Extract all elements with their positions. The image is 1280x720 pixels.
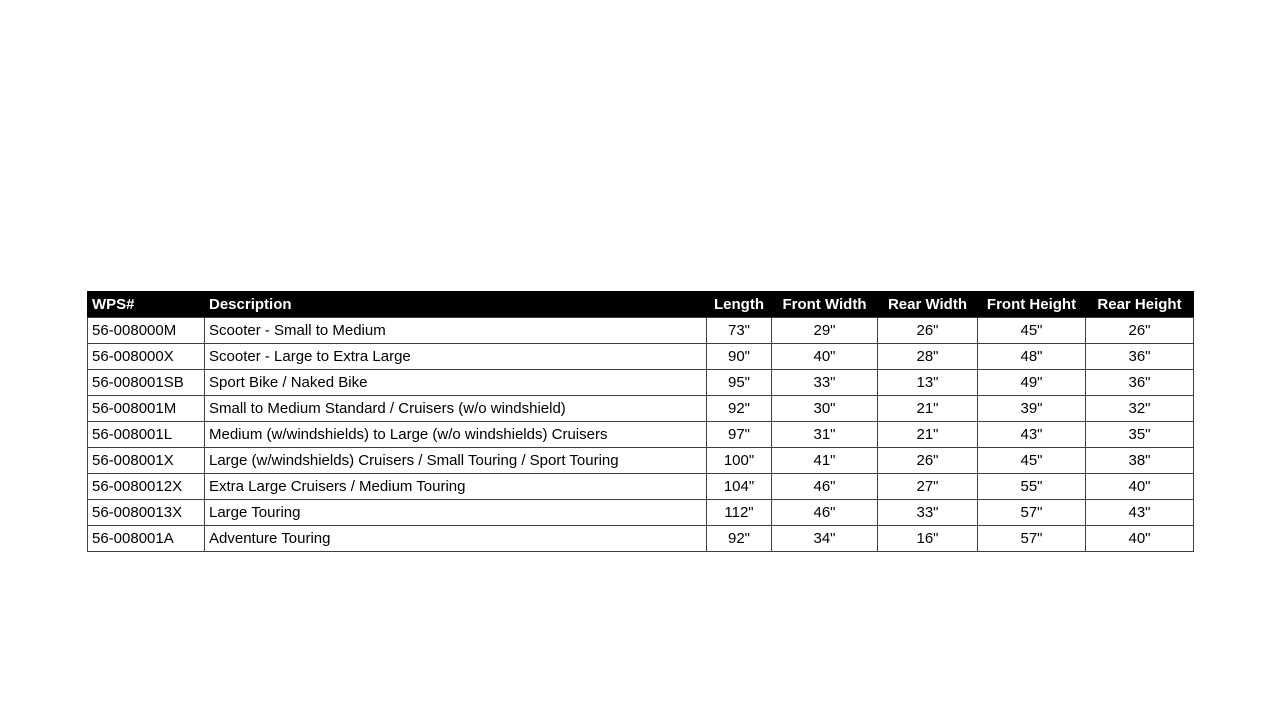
cell-length: 104"	[707, 474, 772, 500]
cell-length: 92"	[707, 526, 772, 552]
column-header-front-width: Front Width	[772, 292, 878, 318]
size-chart-table	[87, 291, 1194, 552]
cell-length: 73"	[707, 318, 772, 344]
cell-front-height: 48"	[978, 344, 1086, 370]
cell-rear-width: 16"	[878, 526, 978, 552]
column-header-wps: WPS#	[88, 292, 205, 318]
cell-wps: 56-008000X	[88, 344, 205, 370]
cell-front-width: 34"	[772, 526, 878, 552]
table-row	[88, 474, 1194, 500]
cell-front-height: 49"	[978, 370, 1086, 396]
cell-front-height: 57"	[978, 500, 1086, 526]
cell-wps: 56-008001M	[88, 396, 205, 422]
cell-front-width: 40"	[772, 344, 878, 370]
column-header-front-height: Front Height	[978, 292, 1086, 318]
column-header-rear-height: Rear Height	[1086, 292, 1194, 318]
cell-rear-height: 38"	[1086, 448, 1194, 474]
cell-rear-height: 40"	[1086, 474, 1194, 500]
cell-wps: 56-008001SB	[88, 370, 205, 396]
cell-front-width: 46"	[772, 500, 878, 526]
cell-rear-height: 40"	[1086, 526, 1194, 552]
cell-length: 97"	[707, 422, 772, 448]
cell-description: Scooter - Large to Extra Large	[205, 344, 707, 370]
cell-rear-width: 21"	[878, 422, 978, 448]
cell-rear-height: 35"	[1086, 422, 1194, 448]
cell-rear-width: 26"	[878, 448, 978, 474]
cell-front-width: 31"	[772, 422, 878, 448]
cell-front-width: 41"	[772, 448, 878, 474]
cell-rear-height: 36"	[1086, 344, 1194, 370]
cell-front-width: 29"	[772, 318, 878, 344]
cell-rear-width: 13"	[878, 370, 978, 396]
cell-wps: 56-008001X	[88, 448, 205, 474]
cell-front-width: 30"	[772, 396, 878, 422]
table-row	[88, 370, 1194, 396]
cell-wps: 56-0080012X	[88, 474, 205, 500]
table-row	[88, 500, 1194, 526]
cell-length: 95"	[707, 370, 772, 396]
cell-wps: 56-008001A	[88, 526, 205, 552]
cell-description: Scooter - Small to Medium	[205, 318, 707, 344]
cell-front-height: 43"	[978, 422, 1086, 448]
table-row	[88, 344, 1194, 370]
table-row	[88, 526, 1194, 552]
cell-rear-width: 27"	[878, 474, 978, 500]
table-row	[88, 422, 1194, 448]
cell-front-height: 55"	[978, 474, 1086, 500]
table-row	[88, 396, 1194, 422]
column-header-rear-width: Rear Width	[878, 292, 978, 318]
cell-description: Large (w/windshields) Cruisers / Small Touring / Sport Touring	[205, 448, 707, 474]
cell-wps: 56-008000M	[88, 318, 205, 344]
cell-front-width: 46"	[772, 474, 878, 500]
cell-description: Sport Bike / Naked Bike	[205, 370, 707, 396]
table-row	[88, 448, 1194, 474]
cell-front-width: 33"	[772, 370, 878, 396]
cell-description: Small to Medium Standard / Cruisers (w/o windshield)	[205, 396, 707, 422]
cell-wps: 56-008001L	[88, 422, 205, 448]
cell-description: Medium (w/windshields) to Large (w/o windshields) Cruisers	[205, 422, 707, 448]
cell-length: 90"	[707, 344, 772, 370]
cell-front-height: 57"	[978, 526, 1086, 552]
cell-length: 92"	[707, 396, 772, 422]
cell-rear-height: 36"	[1086, 370, 1194, 396]
column-header-length: Length	[707, 292, 772, 318]
column-header-description: Description	[205, 292, 707, 318]
cell-rear-width: 28"	[878, 344, 978, 370]
cell-rear-height: 32"	[1086, 396, 1194, 422]
cell-front-height: 45"	[978, 448, 1086, 474]
cell-description: Adventure Touring	[205, 526, 707, 552]
cell-description: Large Touring	[205, 500, 707, 526]
header-row	[88, 292, 1194, 318]
cell-rear-width: 21"	[878, 396, 978, 422]
cell-rear-width: 26"	[878, 318, 978, 344]
cell-length: 112"	[707, 500, 772, 526]
cell-rear-height: 26"	[1086, 318, 1194, 344]
table-row	[88, 318, 1194, 344]
cell-front-height: 45"	[978, 318, 1086, 344]
cell-front-height: 39"	[978, 396, 1086, 422]
cell-description: Extra Large Cruisers / Medium Touring	[205, 474, 707, 500]
cell-wps: 56-0080013X	[88, 500, 205, 526]
cell-length: 100"	[707, 448, 772, 474]
cell-rear-height: 43"	[1086, 500, 1194, 526]
cell-rear-width: 33"	[878, 500, 978, 526]
